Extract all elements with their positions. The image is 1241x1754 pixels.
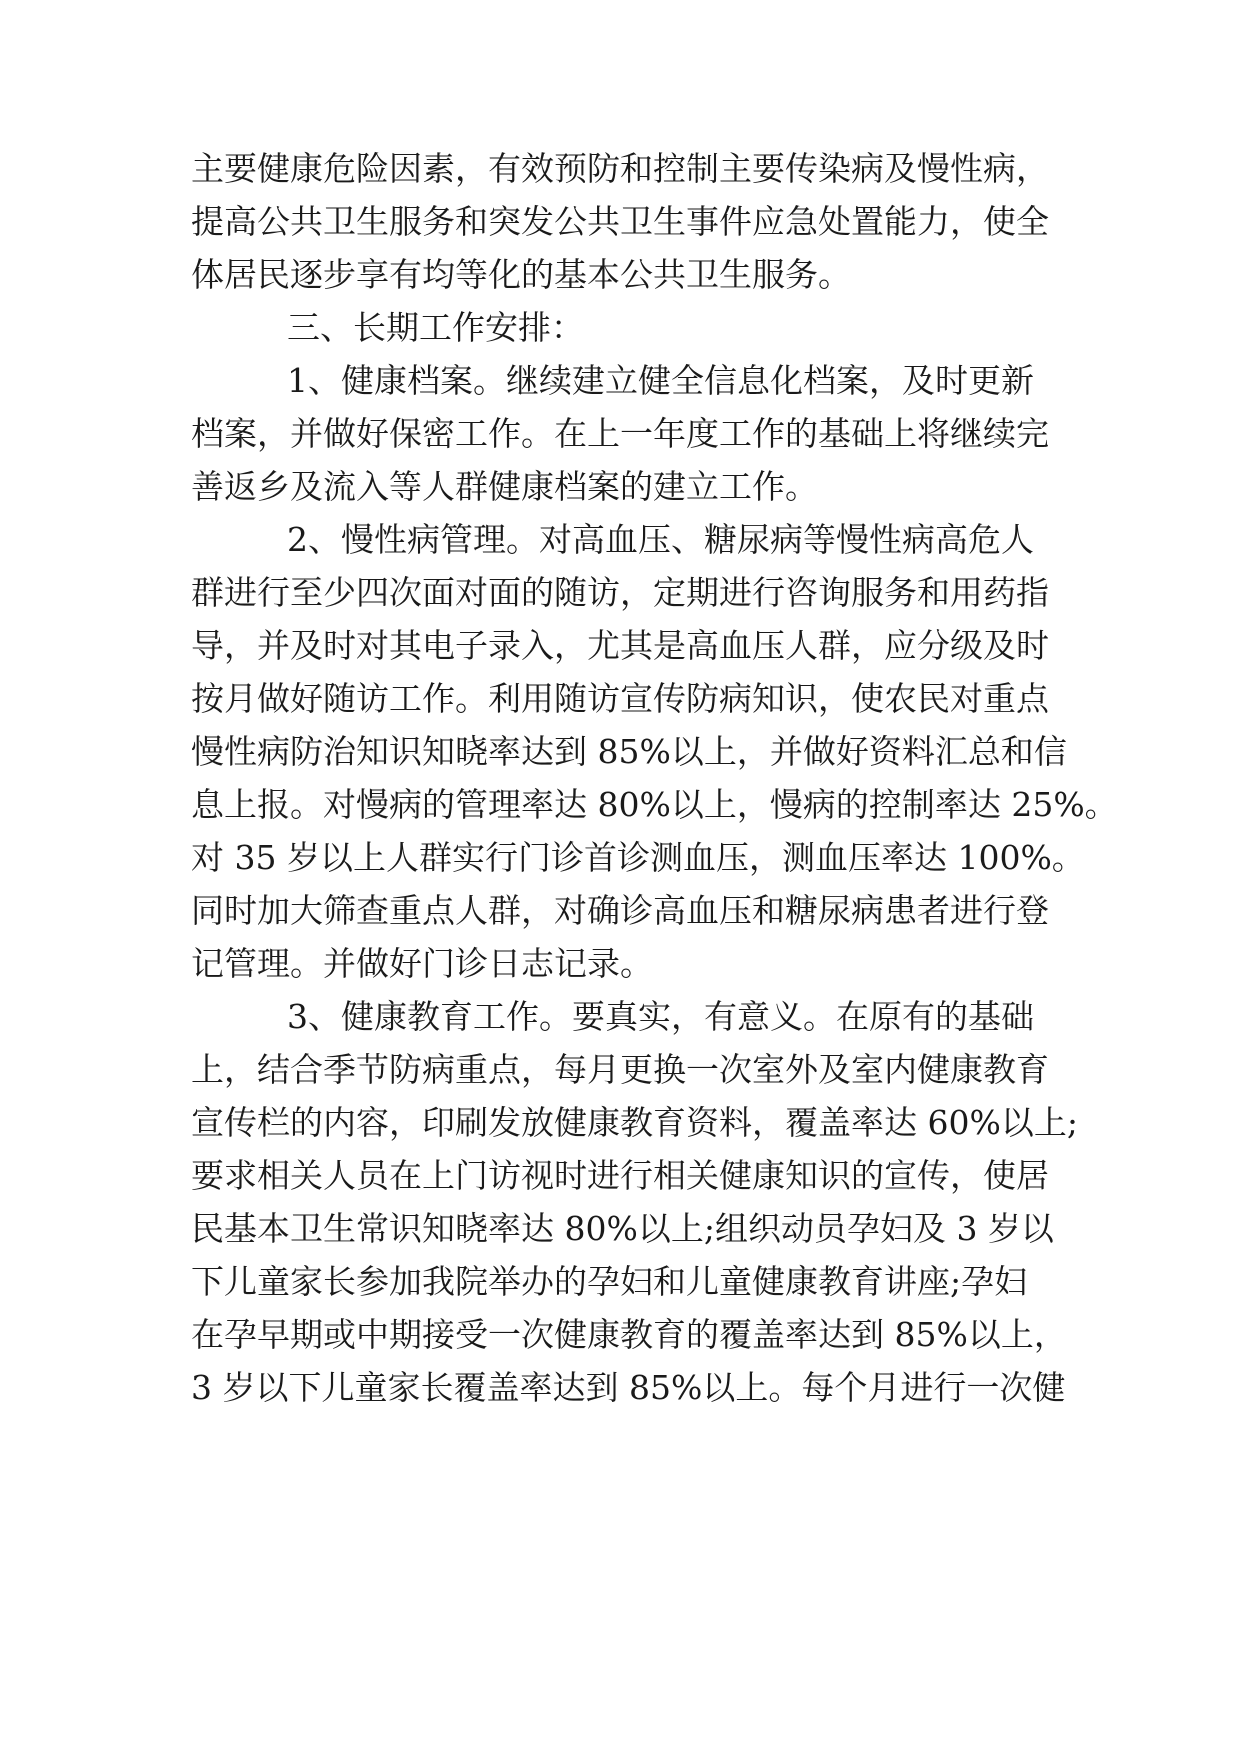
- text-line: 按月做好随访工作。利用随访宣传防病知识，使农民对重点: [191, 679, 1049, 718]
- text-line: 记管理。并做好门诊日志记录。: [191, 944, 653, 983]
- text-line: 1、健康档案。继续建立健全信息化档案，及时更新: [287, 361, 1034, 400]
- text-line: 息上报。对慢病的管理率达 80%以上，慢病的控制率达 25%。: [191, 785, 1118, 824]
- section-heading: 三、长期工作安排：: [287, 308, 584, 347]
- text-line: 民基本卫生常识知晓率达 80%以上;组织动员孕妇及 3 岁以: [191, 1209, 1054, 1248]
- text-line: 同时加大筛查重点人群，对确诊高血压和糖尿病患者进行登: [191, 891, 1049, 930]
- text-line: 提高公共卫生服务和突发公共卫生事件应急处置能力，使全: [191, 202, 1049, 241]
- text-line: 要求相关人员在上门访视时进行相关健康知识的宣传，使居: [191, 1156, 1049, 1195]
- text-line: 慢性病防治知识知晓率达到 85%以上，并做好资料汇总和信: [191, 732, 1067, 771]
- text-line: 上，结合季节防病重点，每月更换一次室外及室内健康教育: [191, 1050, 1049, 1089]
- text-line: 对 35 岁以上人群实行门诊首诊测血压，测血压率达 100%。: [191, 838, 1085, 877]
- text-line: 群进行至少四次面对面的随访，定期进行咨询服务和用药指: [191, 573, 1049, 612]
- text-line: 在孕早期或中期接受一次健康教育的覆盖率达到 85%以上，: [191, 1315, 1067, 1354]
- text-line: 2、慢性病管理。对高血压、糖尿病等慢性病高危人: [287, 520, 1034, 559]
- text-line: 导，并及时对其电子录入，尤其是高血压人群，应分级及时: [191, 626, 1049, 665]
- text-line: 档案，并做好保密工作。在上一年度工作的基础上将继续完: [191, 414, 1049, 453]
- text-line: 主要健康危险因素，有效预防和控制主要传染病及慢性病，: [191, 149, 1049, 188]
- text-line: 3 岁以下儿童家长覆盖率达到 85%以上。每个月进行一次健: [191, 1368, 1066, 1407]
- text-line: 3、健康教育工作。要真实，有意义。在原有的基础: [287, 997, 1034, 1036]
- text-line: 宣传栏的内容，印刷发放健康教育资料，覆盖率达 60%以上;: [191, 1103, 1078, 1142]
- text-line: 体居民逐步享有均等化的基本公共卫生服务。: [191, 255, 851, 294]
- text-line: 下儿童家长参加我院举办的孕妇和儿童健康教育讲座;孕妇: [191, 1262, 1028, 1301]
- text-line: 善返乡及流入等人群健康档案的建立工作。: [191, 467, 818, 506]
